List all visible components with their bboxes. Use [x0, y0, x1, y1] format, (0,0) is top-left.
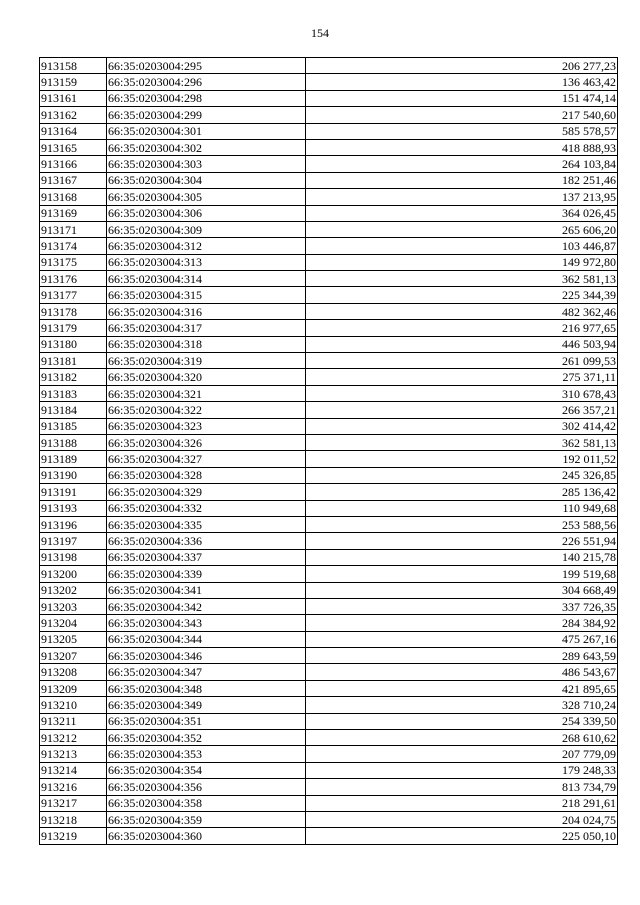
row-id-cell: 913203	[40, 598, 107, 614]
table-row	[40, 533, 618, 549]
table-row	[40, 369, 618, 385]
table-row	[40, 287, 618, 303]
cadastral-number-cell: 66:35:0203004:327	[107, 451, 306, 467]
row-id-cell: 913211	[40, 713, 107, 729]
cadastral-number-cell: 66:35:0203004:316	[107, 303, 306, 319]
cadastral-number-cell: 66:35:0203004:309	[107, 221, 306, 237]
cadastral-number-cell: 66:35:0203004:352	[107, 730, 306, 746]
cadastral-number-cell: 66:35:0203004:312	[107, 238, 306, 254]
row-id-cell: 913168	[40, 189, 107, 205]
cadastral-number-cell: 66:35:0203004:303	[107, 156, 306, 172]
table-row	[40, 631, 618, 647]
table-row	[40, 205, 618, 221]
value-cell: 446 503,94	[306, 336, 618, 352]
table-row	[40, 271, 618, 287]
row-id-cell: 913183	[40, 385, 107, 401]
value-cell: 140 215,78	[306, 549, 618, 565]
cadastral-number-cell: 66:35:0203004:344	[107, 631, 306, 647]
value-cell: 218 291,61	[306, 795, 618, 811]
value-cell: 207 779,09	[306, 746, 618, 762]
table-row	[40, 516, 618, 532]
row-id-cell: 913188	[40, 434, 107, 450]
page-number: 154	[311, 26, 329, 40]
cadastral-number-cell: 66:35:0203004:343	[107, 615, 306, 631]
row-id-cell: 913185	[40, 418, 107, 434]
value-cell: 261 099,53	[306, 353, 618, 369]
registry-table	[39, 57, 618, 845]
table-row	[40, 598, 618, 614]
row-id-cell: 913208	[40, 664, 107, 680]
value-cell: 328 710,24	[306, 697, 618, 713]
cadastral-number-cell: 66:35:0203004:326	[107, 434, 306, 450]
table-row	[40, 779, 618, 795]
cadastral-number-cell: 66:35:0203004:317	[107, 320, 306, 336]
cadastral-number-cell: 66:35:0203004:322	[107, 402, 306, 418]
value-cell: 421 895,65	[306, 680, 618, 696]
cadastral-number-cell: 66:35:0203004:339	[107, 566, 306, 582]
cadastral-number-cell: 66:35:0203004:304	[107, 172, 306, 188]
value-cell: 151 474,14	[306, 90, 618, 106]
table-row	[40, 402, 618, 418]
value-cell: 289 643,59	[306, 648, 618, 664]
row-id-cell: 913179	[40, 320, 107, 336]
row-id-cell: 913161	[40, 90, 107, 106]
table-row	[40, 172, 618, 188]
table-row	[40, 139, 618, 155]
row-id-cell: 913175	[40, 254, 107, 270]
table-row	[40, 811, 618, 827]
value-cell: 179 248,33	[306, 762, 618, 778]
table-row	[40, 74, 618, 90]
table-row	[40, 762, 618, 778]
cadastral-number-cell: 66:35:0203004:360	[107, 828, 306, 844]
row-id-cell: 913166	[40, 156, 107, 172]
value-cell: 254 339,50	[306, 713, 618, 729]
value-cell: 216 977,65	[306, 320, 618, 336]
table-row	[40, 189, 618, 205]
cadastral-number-cell: 66:35:0203004:354	[107, 762, 306, 778]
value-cell: 813 734,79	[306, 779, 618, 795]
cadastral-number-cell: 66:35:0203004:305	[107, 189, 306, 205]
cadastral-number-cell: 66:35:0203004:319	[107, 353, 306, 369]
row-id-cell: 913191	[40, 484, 107, 500]
table-row	[40, 107, 618, 123]
row-id-cell: 913189	[40, 451, 107, 467]
cadastral-number-cell: 66:35:0203004:342	[107, 598, 306, 614]
cadastral-number-cell: 66:35:0203004:306	[107, 205, 306, 221]
row-id-cell: 913178	[40, 303, 107, 319]
cadastral-number-cell: 66:35:0203004:336	[107, 533, 306, 549]
cadastral-number-cell: 66:35:0203004:313	[107, 254, 306, 270]
cadastral-number-cell: 66:35:0203004:298	[107, 90, 306, 106]
table-row	[40, 549, 618, 565]
row-id-cell: 913207	[40, 648, 107, 664]
table-row	[40, 648, 618, 664]
row-id-cell: 913190	[40, 467, 107, 483]
value-cell: 275 371,11	[306, 369, 618, 385]
cadastral-number-cell: 66:35:0203004:321	[107, 385, 306, 401]
table-row	[40, 484, 618, 500]
cadastral-number-cell: 66:35:0203004:295	[107, 58, 306, 74]
value-cell: 217 540,60	[306, 107, 618, 123]
row-id-cell: 913164	[40, 123, 107, 139]
cadastral-number-cell: 66:35:0203004:299	[107, 107, 306, 123]
row-id-cell: 913165	[40, 139, 107, 155]
cadastral-number-cell: 66:35:0203004:320	[107, 369, 306, 385]
row-id-cell: 913167	[40, 172, 107, 188]
table-row	[40, 467, 618, 483]
row-id-cell: 913159	[40, 74, 107, 90]
value-cell: 362 581,13	[306, 434, 618, 450]
value-cell: 585 578,57	[306, 123, 618, 139]
row-id-cell: 913212	[40, 730, 107, 746]
row-id-cell: 913216	[40, 779, 107, 795]
value-cell: 418 888,93	[306, 139, 618, 155]
value-cell: 182 251,46	[306, 172, 618, 188]
table-row	[40, 795, 618, 811]
row-id-cell: 913210	[40, 697, 107, 713]
row-id-cell: 913169	[40, 205, 107, 221]
cadastral-number-cell: 66:35:0203004:341	[107, 582, 306, 598]
value-cell: 265 606,20	[306, 221, 618, 237]
value-cell: 206 277,23	[306, 58, 618, 74]
row-id-cell: 913198	[40, 549, 107, 565]
value-cell: 362 581,13	[306, 271, 618, 287]
row-id-cell: 913213	[40, 746, 107, 762]
value-cell: 245 326,85	[306, 467, 618, 483]
value-cell: 284 384,92	[306, 615, 618, 631]
cadastral-number-cell: 66:35:0203004:337	[107, 549, 306, 565]
cadastral-number-cell: 66:35:0203004:353	[107, 746, 306, 762]
value-cell: 204 024,75	[306, 811, 618, 827]
table-row	[40, 123, 618, 139]
value-cell: 225 050,10	[306, 828, 618, 844]
registry-table-body	[40, 58, 618, 845]
table-row	[40, 713, 618, 729]
value-cell: 199 519,68	[306, 566, 618, 582]
value-cell: 149 972,80	[306, 254, 618, 270]
value-cell: 268 610,62	[306, 730, 618, 746]
cadastral-number-cell: 66:35:0203004:302	[107, 139, 306, 155]
cadastral-number-cell: 66:35:0203004:356	[107, 779, 306, 795]
table-row	[40, 418, 618, 434]
cadastral-number-cell: 66:35:0203004:315	[107, 287, 306, 303]
value-cell: 364 026,45	[306, 205, 618, 221]
row-id-cell: 913158	[40, 58, 107, 74]
value-cell: 225 344,39	[306, 287, 618, 303]
row-id-cell: 913162	[40, 107, 107, 123]
row-id-cell: 913219	[40, 828, 107, 844]
cadastral-number-cell: 66:35:0203004:296	[107, 74, 306, 90]
table-row	[40, 385, 618, 401]
cadastral-number-cell: 66:35:0203004:332	[107, 500, 306, 516]
row-id-cell: 913182	[40, 369, 107, 385]
value-cell: 304 668,49	[306, 582, 618, 598]
row-id-cell: 913180	[40, 336, 107, 352]
table-row	[40, 336, 618, 352]
table-row	[40, 451, 618, 467]
cadastral-number-cell: 66:35:0203004:328	[107, 467, 306, 483]
table-row	[40, 320, 618, 336]
value-cell: 266 357,21	[306, 402, 618, 418]
value-cell: 475 267,16	[306, 631, 618, 647]
value-cell: 253 588,56	[306, 516, 618, 532]
row-id-cell: 913218	[40, 811, 107, 827]
value-cell: 310 678,43	[306, 385, 618, 401]
table-row	[40, 566, 618, 582]
cadastral-number-cell: 66:35:0203004:348	[107, 680, 306, 696]
cadastral-number-cell: 66:35:0203004:349	[107, 697, 306, 713]
row-id-cell: 913171	[40, 221, 107, 237]
cadastral-number-cell: 66:35:0203004:329	[107, 484, 306, 500]
row-id-cell: 913200	[40, 566, 107, 582]
cadastral-number-cell: 66:35:0203004:314	[107, 271, 306, 287]
row-id-cell: 913205	[40, 631, 107, 647]
table-row	[40, 664, 618, 680]
table-row	[40, 434, 618, 450]
table-row	[40, 90, 618, 106]
cadastral-number-cell: 66:35:0203004:347	[107, 664, 306, 680]
value-cell: 192 011,52	[306, 451, 618, 467]
table-row	[40, 828, 618, 844]
row-id-cell: 913214	[40, 762, 107, 778]
row-id-cell: 913217	[40, 795, 107, 811]
cadastral-number-cell: 66:35:0203004:359	[107, 811, 306, 827]
value-cell: 137 213,95	[306, 189, 618, 205]
cadastral-number-cell: 66:35:0203004:335	[107, 516, 306, 532]
cadastral-number-cell: 66:35:0203004:346	[107, 648, 306, 664]
row-id-cell: 913174	[40, 238, 107, 254]
row-id-cell: 913196	[40, 516, 107, 532]
value-cell: 110 949,68	[306, 500, 618, 516]
table-row	[40, 615, 618, 631]
row-id-cell: 913209	[40, 680, 107, 696]
row-id-cell: 913181	[40, 353, 107, 369]
cadastral-number-cell: 66:35:0203004:323	[107, 418, 306, 434]
cadastral-number-cell: 66:35:0203004:351	[107, 713, 306, 729]
row-id-cell: 913202	[40, 582, 107, 598]
value-cell: 264 103,84	[306, 156, 618, 172]
row-id-cell: 913176	[40, 271, 107, 287]
value-cell: 285 136,42	[306, 484, 618, 500]
row-id-cell: 913184	[40, 402, 107, 418]
table-row	[40, 58, 618, 74]
table-row	[40, 697, 618, 713]
value-cell: 482 362,46	[306, 303, 618, 319]
value-cell: 136 463,42	[306, 74, 618, 90]
row-id-cell: 913193	[40, 500, 107, 516]
value-cell: 486 543,67	[306, 664, 618, 680]
value-cell: 337 726,35	[306, 598, 618, 614]
table-row	[40, 353, 618, 369]
table-row	[40, 730, 618, 746]
table-row	[40, 680, 618, 696]
table-row	[40, 500, 618, 516]
table-row	[40, 254, 618, 270]
row-id-cell: 913177	[40, 287, 107, 303]
table-row	[40, 746, 618, 762]
table-row	[40, 156, 618, 172]
cadastral-number-cell: 66:35:0203004:358	[107, 795, 306, 811]
value-cell: 226 551,94	[306, 533, 618, 549]
value-cell: 103 446,87	[306, 238, 618, 254]
table-row	[40, 582, 618, 598]
cadastral-number-cell: 66:35:0203004:318	[107, 336, 306, 352]
cadastral-number-cell: 66:35:0203004:301	[107, 123, 306, 139]
row-id-cell: 913197	[40, 533, 107, 549]
table-row	[40, 238, 618, 254]
row-id-cell: 913204	[40, 615, 107, 631]
value-cell: 302 414,42	[306, 418, 618, 434]
table-row	[40, 221, 618, 237]
table-row	[40, 303, 618, 319]
